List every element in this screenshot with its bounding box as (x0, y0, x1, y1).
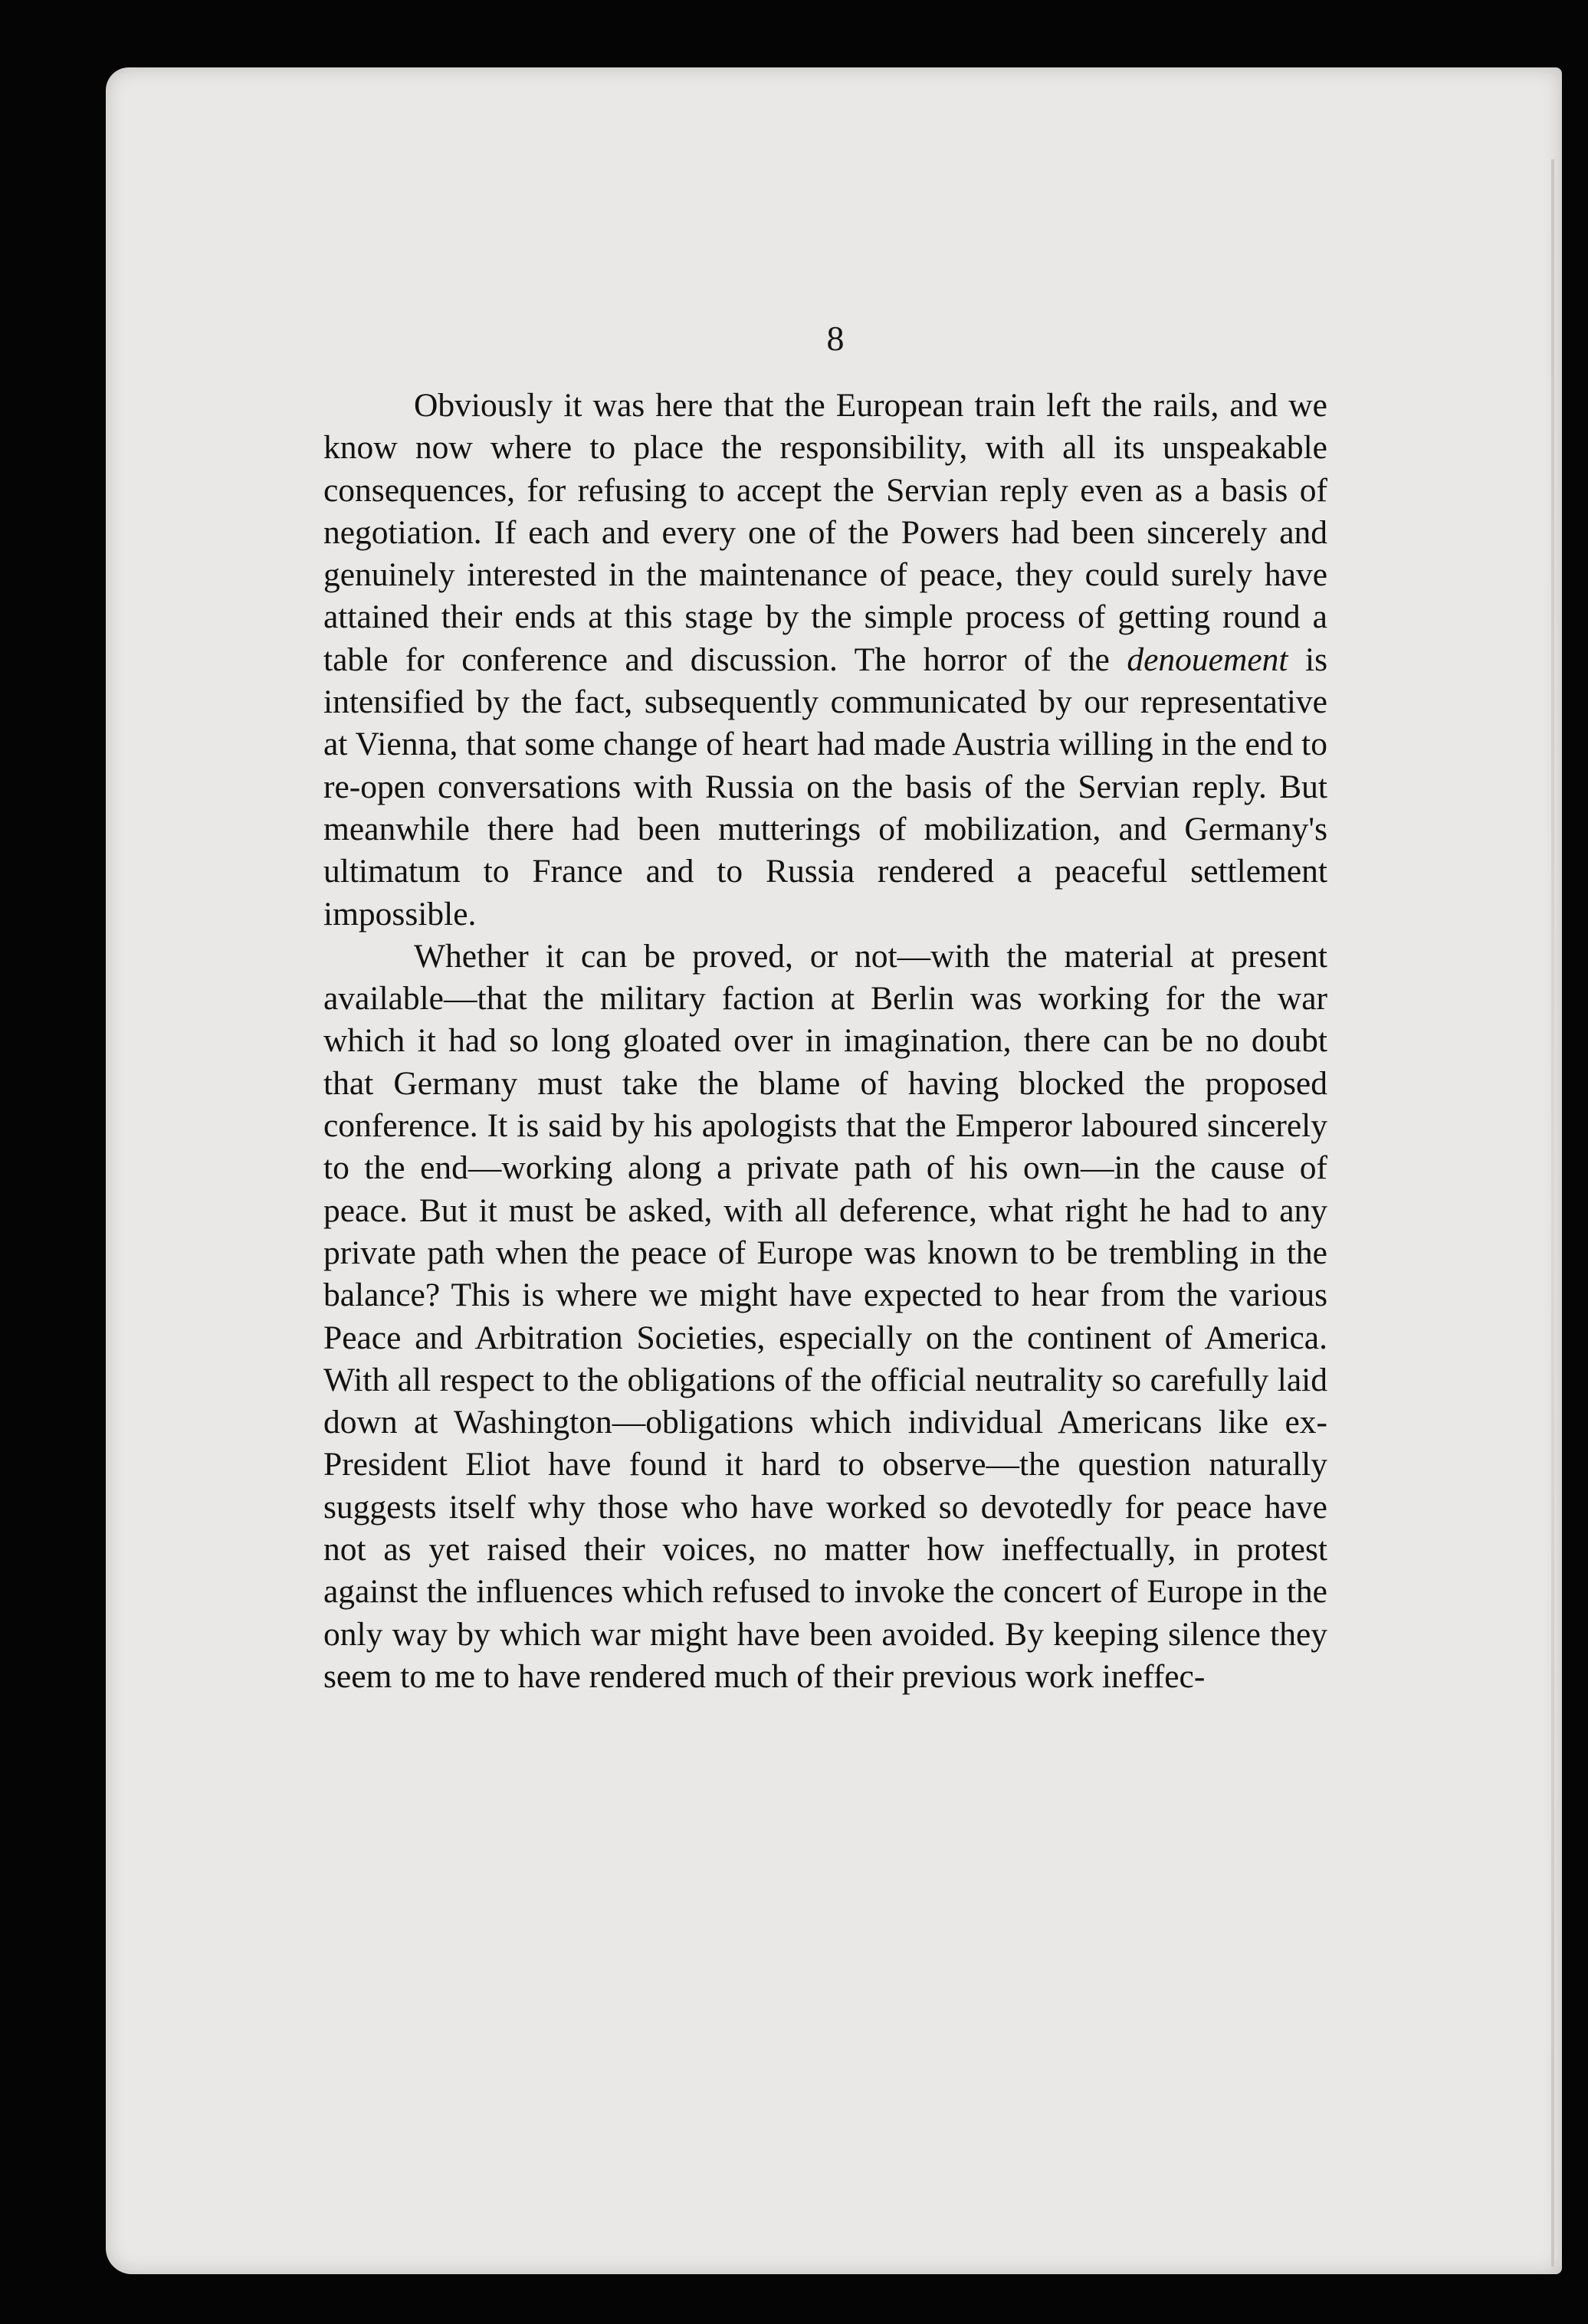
page-edge (1551, 159, 1554, 2267)
paragraph-1 (323, 385, 1327, 936)
paragraph-2: Whether it can be proved, or not—with the material at present available—that the military faction at Berlin was working for the war which it had so long gloated over in imagination, there can be no doubt that Germany must take the blame of having blocked the proposed conference. It is said by his apologists that the Emperor laboured sincerely to the end—working along a private path of his own—in the cause of peace. But it must be asked, with all deference, what right he had to any private path when the peace of Europe was known to be trembling in the balance? This is where we might have expected to hear from the various Peace and Arbitration Societies, especially on the continent of America. With all respect to the obligations of the official neutrality so carefully laid down at Washington—obligations which individual Americans like ex-President Eliot have found it hard to observe—the question naturally suggests itself why those who have worked so devotedly for peace have not as yet raised their voices, no matter how ineffectually, in protest against the influences which refused to invoke the concert of Europe in the only way by which war might have been avoided. By keeping silence they seem to me to have rendered much of their previous work ineffec- (323, 937, 1327, 1695)
page-number: 8 (826, 319, 845, 358)
paragraph-1-italic-word: denouement (1127, 641, 1288, 678)
paragraph-1-text-after-italic: is intensified by the fact, subsequently communicated by our representative at Vienna, that some change of heart had made Austria willing in the end to re-open conversations with Russia on the basis of the Servian reply. But meanwhile there had been mutterings of mobilization, and Germany's ultimatum to France and to Russia rendered a peaceful settlement impossible. (323, 641, 1328, 933)
body-text (323, 385, 1327, 1698)
paragraph-1-text-before-italic: Obviously it was here that the European train left the rails, and we know now where to place the responsibility, with all its unspeakable consequences, for refusing to accept the Servian reply even as a basis of negotiation. If each and every one of the Powers had been sincerely and genuinely interested in the maintenance of peace, they could surely have attained their ends at this stage by the simple process of getting round a table for conference and discussion. The horror of the (323, 387, 1327, 678)
